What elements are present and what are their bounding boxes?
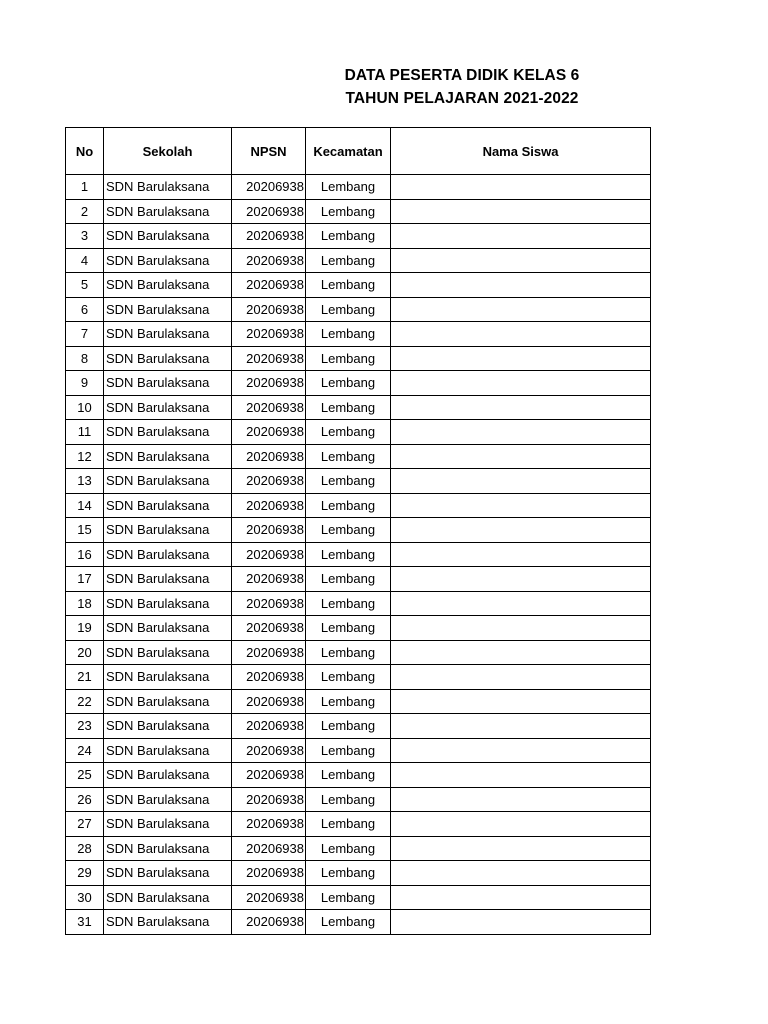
cell-nama-siswa xyxy=(391,248,651,273)
cell-no: 14 xyxy=(66,493,104,518)
header-kecamatan: Kecamatan xyxy=(306,128,391,175)
cell-npsn: 20206938 xyxy=(232,885,306,910)
cell-no: 9 xyxy=(66,371,104,396)
cell-nama-siswa xyxy=(391,199,651,224)
table-row xyxy=(66,420,651,445)
cell-no: 23 xyxy=(66,714,104,739)
table-row xyxy=(66,444,651,469)
table-row xyxy=(66,910,651,935)
cell-nama-siswa xyxy=(391,665,651,690)
table-row xyxy=(66,885,651,910)
cell-nama-siswa xyxy=(391,322,651,347)
cell-sekolah: SDN Barulaksana xyxy=(104,542,232,567)
table-row xyxy=(66,763,651,788)
cell-no: 27 xyxy=(66,812,104,837)
cell-kecamatan: Lembang xyxy=(306,297,391,322)
cell-no: 19 xyxy=(66,616,104,641)
cell-kecamatan: Lembang xyxy=(306,395,391,420)
cell-npsn: 20206938 xyxy=(232,493,306,518)
cell-kecamatan: Lembang xyxy=(306,346,391,371)
cell-npsn: 20206938 xyxy=(232,175,306,200)
cell-nama-siswa xyxy=(391,616,651,641)
table-row xyxy=(66,224,651,249)
cell-no: 30 xyxy=(66,885,104,910)
cell-kecamatan: Lembang xyxy=(306,861,391,886)
cell-no: 11 xyxy=(66,420,104,445)
table-row xyxy=(66,493,651,518)
table-row xyxy=(66,787,651,812)
cell-no: 16 xyxy=(66,542,104,567)
cell-no: 2 xyxy=(66,199,104,224)
cell-nama-siswa xyxy=(391,714,651,739)
cell-sekolah: SDN Barulaksana xyxy=(104,861,232,886)
cell-npsn: 20206938 xyxy=(232,346,306,371)
cell-sekolah: SDN Barulaksana xyxy=(104,616,232,641)
cell-npsn: 20206938 xyxy=(232,273,306,298)
table-row xyxy=(66,738,651,763)
cell-nama-siswa xyxy=(391,640,651,665)
cell-kecamatan: Lembang xyxy=(306,444,391,469)
header-sekolah: Sekolah xyxy=(104,128,232,175)
cell-sekolah: SDN Barulaksana xyxy=(104,444,232,469)
cell-npsn: 20206938 xyxy=(232,469,306,494)
cell-npsn: 20206938 xyxy=(232,199,306,224)
cell-npsn: 20206938 xyxy=(232,616,306,641)
cell-nama-siswa xyxy=(391,273,651,298)
cell-no: 31 xyxy=(66,910,104,935)
cell-kecamatan: Lembang xyxy=(306,542,391,567)
cell-no: 26 xyxy=(66,787,104,812)
cell-kecamatan: Lembang xyxy=(306,224,391,249)
student-table xyxy=(65,127,651,935)
cell-sekolah: SDN Barulaksana xyxy=(104,738,232,763)
table-row xyxy=(66,542,651,567)
cell-sekolah: SDN Barulaksana xyxy=(104,763,232,788)
cell-kecamatan: Lembang xyxy=(306,322,391,347)
cell-npsn: 20206938 xyxy=(232,224,306,249)
cell-no: 7 xyxy=(66,322,104,347)
cell-nama-siswa xyxy=(391,224,651,249)
cell-nama-siswa xyxy=(391,346,651,371)
cell-no: 22 xyxy=(66,689,104,714)
cell-npsn: 20206938 xyxy=(232,689,306,714)
cell-kecamatan: Lembang xyxy=(306,591,391,616)
table-row xyxy=(66,518,651,543)
title-line-1: DATA PESERTA DIDIK KELAS 6 xyxy=(344,67,580,84)
title-line-2: TAHUN PELAJARAN 2021-2022 xyxy=(345,90,579,107)
cell-no: 8 xyxy=(66,346,104,371)
cell-sekolah: SDN Barulaksana xyxy=(104,469,232,494)
cell-kecamatan: Lembang xyxy=(306,910,391,935)
cell-npsn: 20206938 xyxy=(232,836,306,861)
table-body xyxy=(66,175,651,935)
cell-kecamatan: Lembang xyxy=(306,640,391,665)
cell-kecamatan: Lembang xyxy=(306,763,391,788)
cell-no: 1 xyxy=(66,175,104,200)
cell-sekolah: SDN Barulaksana xyxy=(104,714,232,739)
cell-sekolah: SDN Barulaksana xyxy=(104,812,232,837)
cell-nama-siswa xyxy=(391,297,651,322)
cell-kecamatan: Lembang xyxy=(306,518,391,543)
cell-no: 12 xyxy=(66,444,104,469)
cell-no: 4 xyxy=(66,248,104,273)
cell-nama-siswa xyxy=(391,738,651,763)
cell-npsn: 20206938 xyxy=(232,738,306,763)
table-row xyxy=(66,567,651,592)
cell-sekolah: SDN Barulaksana xyxy=(104,665,232,690)
table-row xyxy=(66,861,651,886)
cell-no: 21 xyxy=(66,665,104,690)
document-title xyxy=(222,64,702,110)
cell-nama-siswa xyxy=(391,591,651,616)
cell-sekolah: SDN Barulaksana xyxy=(104,885,232,910)
cell-sekolah: SDN Barulaksana xyxy=(104,640,232,665)
table-row xyxy=(66,175,651,200)
cell-kecamatan: Lembang xyxy=(306,689,391,714)
cell-no: 18 xyxy=(66,591,104,616)
table-row xyxy=(66,469,651,494)
cell-kecamatan: Lembang xyxy=(306,248,391,273)
cell-sekolah: SDN Barulaksana xyxy=(104,518,232,543)
cell-nama-siswa xyxy=(391,444,651,469)
header-nama-siswa: Nama Siswa xyxy=(391,128,651,175)
cell-sekolah: SDN Barulaksana xyxy=(104,493,232,518)
table-header-row xyxy=(66,128,651,175)
cell-sekolah: SDN Barulaksana xyxy=(104,273,232,298)
cell-nama-siswa xyxy=(391,542,651,567)
cell-nama-siswa xyxy=(391,469,651,494)
table-row xyxy=(66,297,651,322)
cell-sekolah: SDN Barulaksana xyxy=(104,248,232,273)
cell-kecamatan: Lembang xyxy=(306,469,391,494)
cell-npsn: 20206938 xyxy=(232,322,306,347)
cell-sekolah: SDN Barulaksana xyxy=(104,297,232,322)
cell-kecamatan: Lembang xyxy=(306,738,391,763)
cell-no: 25 xyxy=(66,763,104,788)
cell-no: 24 xyxy=(66,738,104,763)
cell-kecamatan: Lembang xyxy=(306,812,391,837)
cell-npsn: 20206938 xyxy=(232,444,306,469)
cell-kecamatan: Lembang xyxy=(306,273,391,298)
table-row xyxy=(66,640,651,665)
cell-kecamatan: Lembang xyxy=(306,836,391,861)
cell-no: 5 xyxy=(66,273,104,298)
cell-nama-siswa xyxy=(391,836,651,861)
cell-sekolah: SDN Barulaksana xyxy=(104,395,232,420)
table-row xyxy=(66,812,651,837)
cell-no: 29 xyxy=(66,861,104,886)
cell-kecamatan: Lembang xyxy=(306,371,391,396)
cell-nama-siswa xyxy=(391,861,651,886)
cell-no: 17 xyxy=(66,567,104,592)
cell-npsn: 20206938 xyxy=(232,395,306,420)
cell-kecamatan: Lembang xyxy=(306,616,391,641)
cell-sekolah: SDN Barulaksana xyxy=(104,322,232,347)
cell-npsn: 20206938 xyxy=(232,787,306,812)
cell-sekolah: SDN Barulaksana xyxy=(104,346,232,371)
cell-no: 13 xyxy=(66,469,104,494)
cell-nama-siswa xyxy=(391,175,651,200)
cell-nama-siswa xyxy=(391,812,651,837)
table-row xyxy=(66,714,651,739)
cell-nama-siswa xyxy=(391,371,651,396)
cell-sekolah: SDN Barulaksana xyxy=(104,175,232,200)
cell-nama-siswa xyxy=(391,689,651,714)
cell-sekolah: SDN Barulaksana xyxy=(104,689,232,714)
cell-npsn: 20206938 xyxy=(232,640,306,665)
cell-no: 20 xyxy=(66,640,104,665)
table-row xyxy=(66,591,651,616)
cell-sekolah: SDN Barulaksana xyxy=(104,836,232,861)
header-no: No xyxy=(66,128,104,175)
table-row xyxy=(66,371,651,396)
table-row xyxy=(66,346,651,371)
cell-nama-siswa xyxy=(391,518,651,543)
cell-kecamatan: Lembang xyxy=(306,665,391,690)
cell-kecamatan: Lembang xyxy=(306,493,391,518)
cell-npsn: 20206938 xyxy=(232,714,306,739)
cell-nama-siswa xyxy=(391,567,651,592)
cell-sekolah: SDN Barulaksana xyxy=(104,371,232,396)
cell-npsn: 20206938 xyxy=(232,248,306,273)
cell-npsn: 20206938 xyxy=(232,910,306,935)
cell-npsn: 20206938 xyxy=(232,297,306,322)
cell-sekolah: SDN Barulaksana xyxy=(104,224,232,249)
cell-sekolah: SDN Barulaksana xyxy=(104,567,232,592)
cell-kecamatan: Lembang xyxy=(306,420,391,445)
cell-no: 6 xyxy=(66,297,104,322)
cell-no: 28 xyxy=(66,836,104,861)
cell-sekolah: SDN Barulaksana xyxy=(104,787,232,812)
table-row xyxy=(66,248,651,273)
table-row xyxy=(66,689,651,714)
cell-sekolah: SDN Barulaksana xyxy=(104,910,232,935)
cell-nama-siswa xyxy=(391,420,651,445)
cell-nama-siswa xyxy=(391,763,651,788)
cell-kecamatan: Lembang xyxy=(306,175,391,200)
cell-npsn: 20206938 xyxy=(232,812,306,837)
header-npsn: NPSN xyxy=(232,128,306,175)
cell-nama-siswa xyxy=(391,787,651,812)
cell-nama-siswa xyxy=(391,885,651,910)
cell-npsn: 20206938 xyxy=(232,518,306,543)
cell-npsn: 20206938 xyxy=(232,665,306,690)
cell-no: 3 xyxy=(66,224,104,249)
cell-npsn: 20206938 xyxy=(232,542,306,567)
cell-npsn: 20206938 xyxy=(232,420,306,445)
cell-npsn: 20206938 xyxy=(232,371,306,396)
cell-sekolah: SDN Barulaksana xyxy=(104,591,232,616)
cell-npsn: 20206938 xyxy=(232,763,306,788)
table-row xyxy=(66,273,651,298)
cell-sekolah: SDN Barulaksana xyxy=(104,420,232,445)
table-row xyxy=(66,395,651,420)
cell-kecamatan: Lembang xyxy=(306,567,391,592)
cell-no: 15 xyxy=(66,518,104,543)
cell-kecamatan: Lembang xyxy=(306,787,391,812)
cell-kecamatan: Lembang xyxy=(306,885,391,910)
cell-nama-siswa xyxy=(391,910,651,935)
cell-kecamatan: Lembang xyxy=(306,199,391,224)
cell-nama-siswa xyxy=(391,493,651,518)
cell-npsn: 20206938 xyxy=(232,591,306,616)
cell-no: 10 xyxy=(66,395,104,420)
table-row xyxy=(66,665,651,690)
table-row xyxy=(66,322,651,347)
cell-npsn: 20206938 xyxy=(232,567,306,592)
table-row xyxy=(66,836,651,861)
cell-npsn: 20206938 xyxy=(232,861,306,886)
cell-kecamatan: Lembang xyxy=(306,714,391,739)
cell-sekolah: SDN Barulaksana xyxy=(104,199,232,224)
cell-nama-siswa xyxy=(391,395,651,420)
table-row xyxy=(66,199,651,224)
table-row xyxy=(66,616,651,641)
